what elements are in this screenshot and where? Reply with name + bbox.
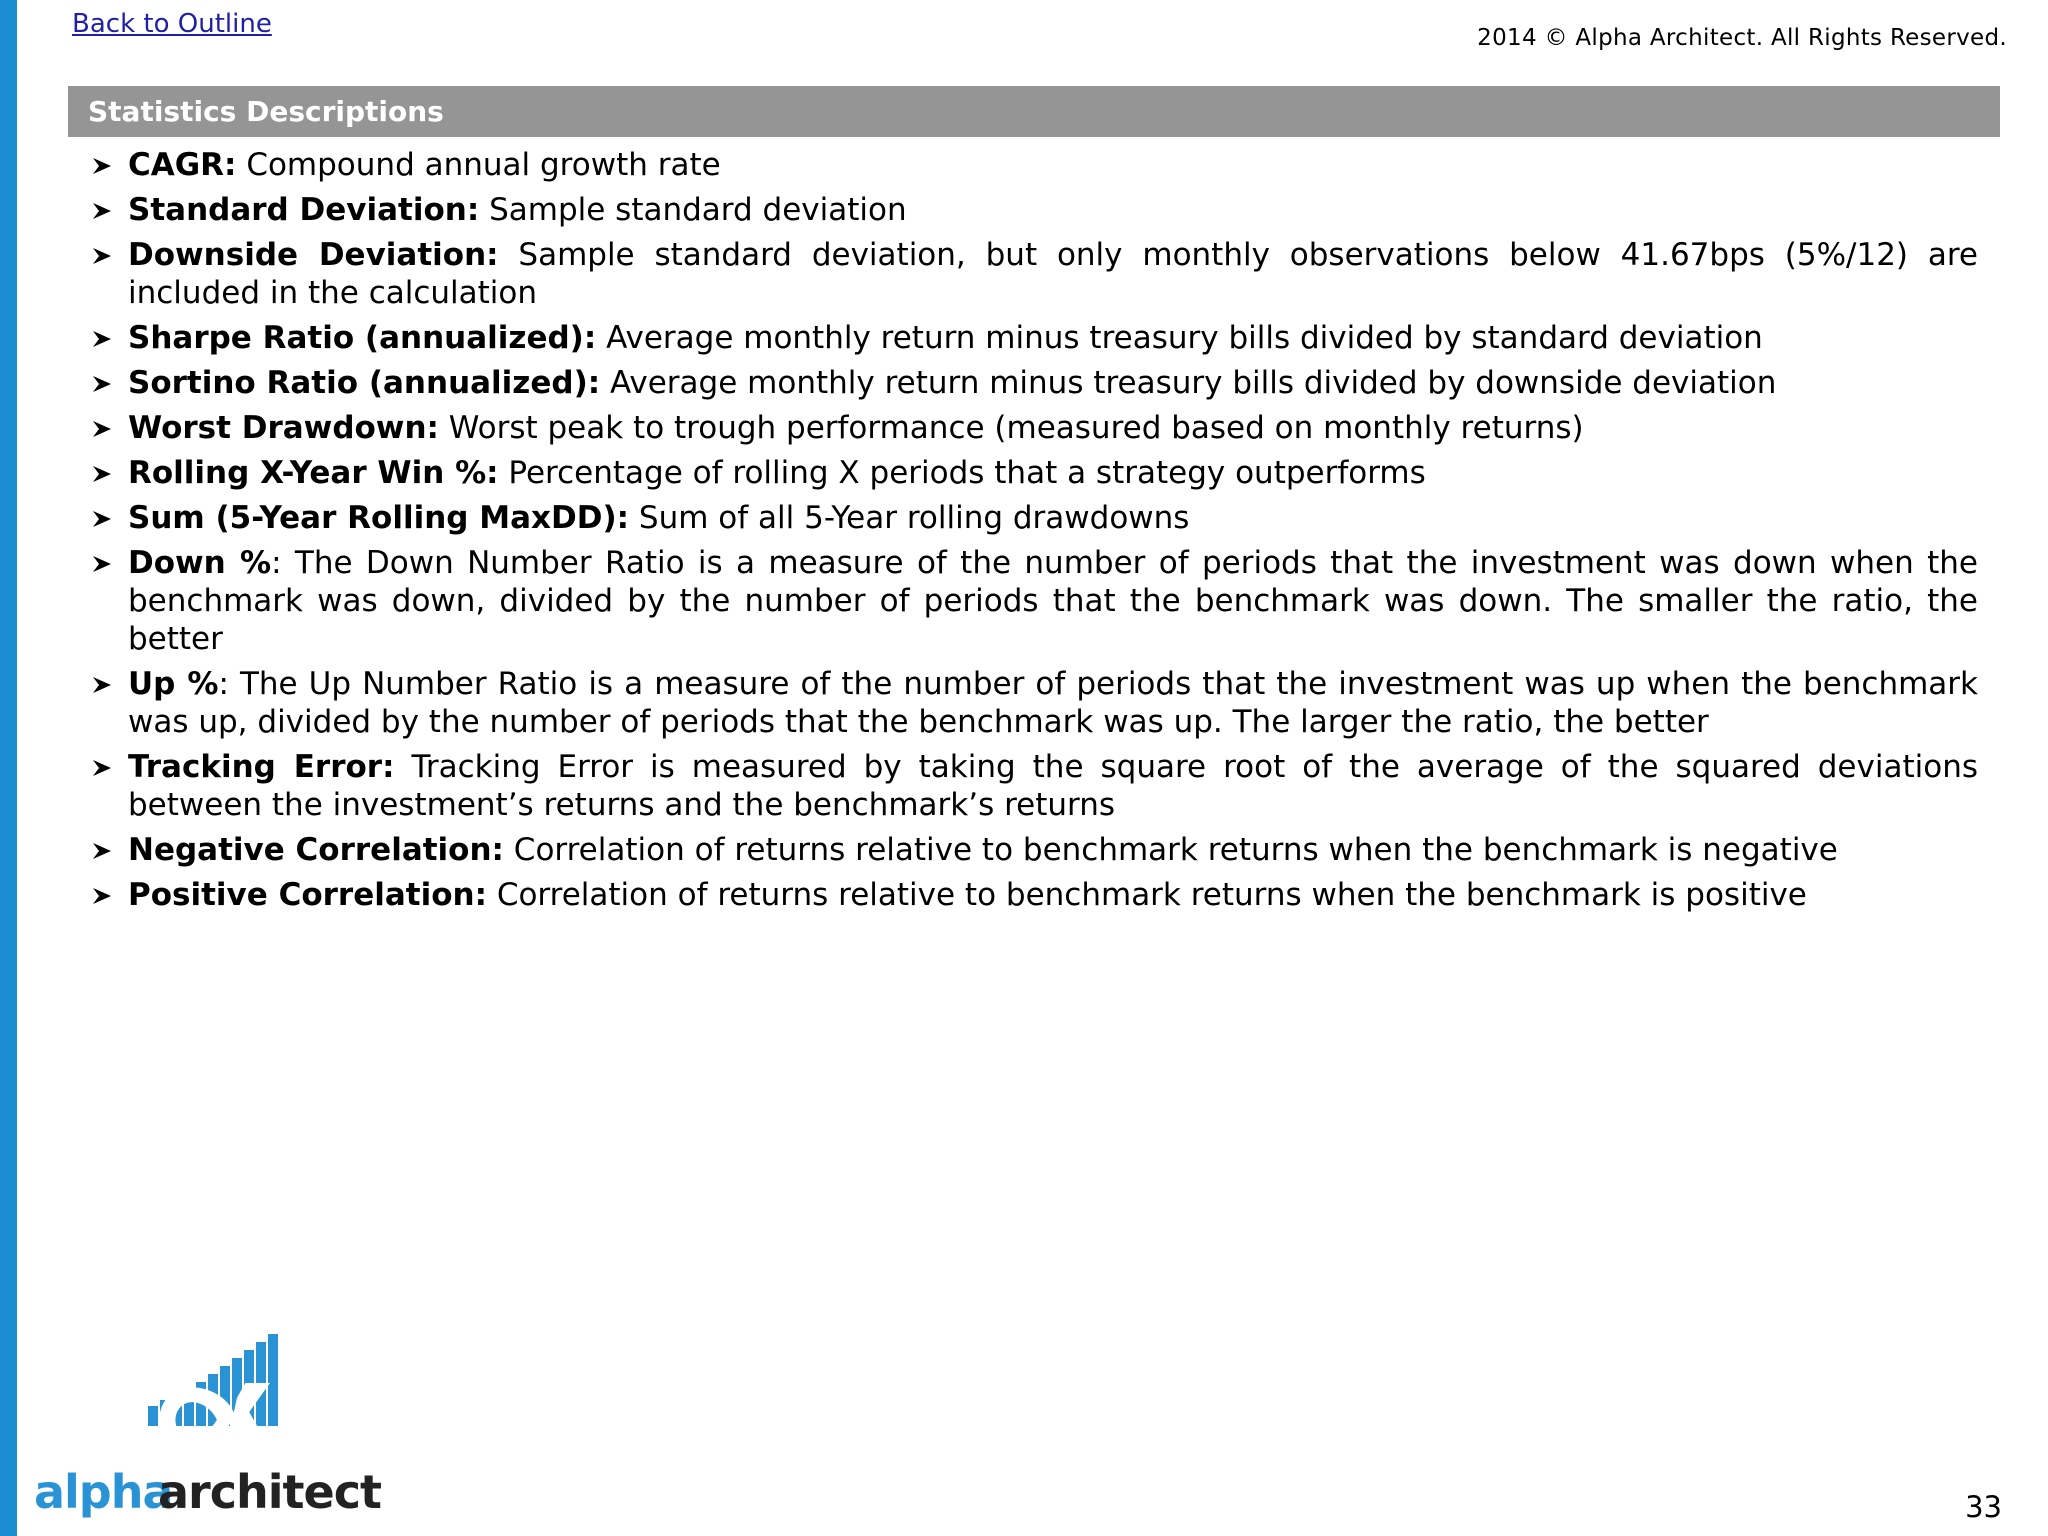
definition-term: Negative Correlation:	[128, 832, 504, 868]
definition-text: : The Up Number Ratio is a measure of the number of periods that the investment was up when the benchmark was up, divided by the number of periods that the benchmark was up. The larger the ratio, the better	[128, 666, 1978, 740]
section-title: Statistics Descriptions	[88, 95, 444, 128]
definition-term: Sharpe Ratio (annualized):	[128, 320, 597, 356]
definition-term: Sum (5-Year Rolling MaxDD):	[128, 500, 630, 536]
definition-term: Rolling X-Year Win %:	[128, 455, 499, 491]
definition-term: Downside Deviation:	[128, 237, 499, 273]
list-item	[88, 191, 1978, 229]
arrowhead-bullet-icon	[92, 375, 112, 393]
list-item	[88, 319, 1978, 357]
arrowhead-bullet-icon	[92, 676, 112, 694]
definition-term: Sortino Ratio (annualized):	[128, 365, 601, 401]
definition-text: Compound annual growth rate	[236, 147, 721, 183]
definition-term: Standard Deviation:	[128, 192, 480, 228]
list-item	[88, 409, 1978, 447]
definition-text: Worst peak to trough performance (measured based on monthly returns)	[438, 410, 1584, 446]
page-number: 33	[1965, 1490, 2002, 1524]
definition-text: Sum of all 5-Year rolling drawdowns	[629, 500, 1190, 536]
list-item	[88, 876, 1978, 914]
list-item	[88, 748, 1978, 824]
list-item	[88, 146, 1978, 184]
definition-text: Percentage of rolling X periods that a strategy outperforms	[498, 455, 1426, 491]
logo-word-alpha: alpha	[34, 1465, 173, 1519]
definition-term: Worst Drawdown:	[128, 410, 439, 446]
bar-chart-alpha-icon	[34, 1330, 364, 1470]
arrowhead-bullet-icon	[92, 157, 112, 175]
definitions-list	[88, 146, 1978, 921]
list-item	[88, 236, 1978, 312]
list-item	[88, 454, 1978, 492]
definition-term: Down %	[128, 545, 272, 581]
definition-text: : The Down Number Ratio is a measure of the number of periods that the investment was down when the benchmark was down, divided by the number of periods that the benchmark was down. The smaller the ratio, the better	[128, 545, 1978, 657]
arrowhead-bullet-icon	[92, 555, 112, 573]
list-item	[88, 544, 1978, 658]
arrowhead-bullet-icon	[92, 842, 112, 860]
definition-text: Tracking Error is measured by taking the square root of the average of the squared deviations between the investment’s returns and the benchmark’s returns	[128, 749, 1978, 823]
list-item	[88, 831, 1978, 869]
definition-text: Average monthly return minus treasury bills divided by standard deviation	[596, 320, 1763, 356]
arrowhead-bullet-icon	[92, 202, 112, 220]
arrowhead-bullet-icon	[92, 420, 112, 438]
definition-text: Sample standard deviation, but only monthly observations below 41.67bps (5%/12) are included in the calculation	[128, 237, 1978, 311]
left-accent-bar	[0, 0, 17, 1536]
definition-term: Positive Correlation:	[128, 877, 487, 913]
definition-term: Up %	[128, 666, 219, 702]
definition-text: Correlation of returns relative to benchmark returns when the benchmark is positive	[486, 877, 1807, 913]
alpha-architect-logo	[34, 1330, 381, 1520]
arrowhead-bullet-icon	[92, 465, 112, 483]
definition-text: Average monthly return minus treasury bills divided by downside deviation	[600, 365, 1777, 401]
definition-term: CAGR:	[128, 147, 237, 183]
definition-term: Tracking Error:	[128, 749, 395, 785]
list-item	[88, 364, 1978, 402]
arrowhead-bullet-icon	[92, 510, 112, 528]
section-header	[68, 86, 2000, 137]
arrowhead-bullet-icon	[92, 330, 112, 348]
logo-word-architect: architect	[158, 1465, 381, 1519]
arrowhead-bullet-icon	[92, 247, 112, 265]
copyright-notice: 2014 © Alpha Architect. All Rights Reserved.	[1477, 25, 2007, 51]
list-item	[88, 499, 1978, 537]
back-to-outline-link[interactable]: Back to Outline	[72, 9, 272, 39]
arrowhead-bullet-icon	[92, 887, 112, 905]
arrowhead-bullet-icon	[92, 759, 112, 777]
definition-text: Sample standard deviation	[479, 192, 907, 228]
list-item	[88, 665, 1978, 741]
definition-text: Correlation of returns relative to benchmark returns when the benchmark is negative	[503, 832, 1838, 868]
